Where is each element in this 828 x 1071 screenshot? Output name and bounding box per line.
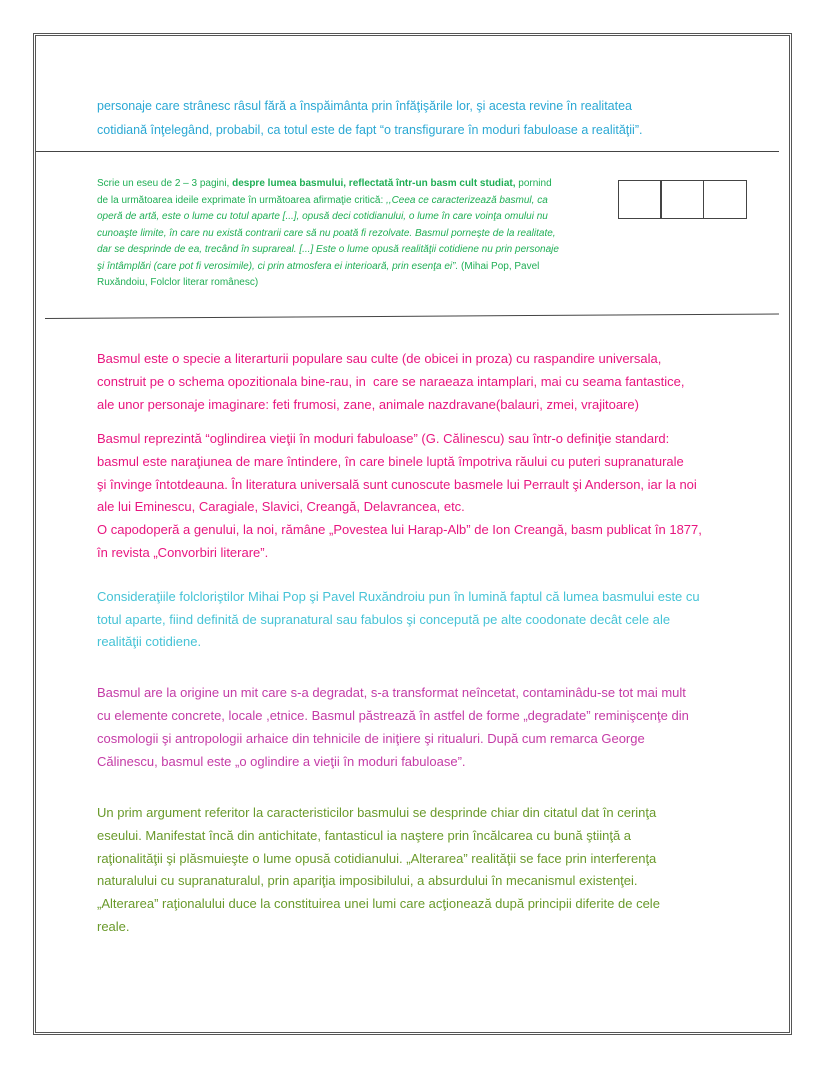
- score-box: [660, 180, 704, 219]
- paragraph-origin: Basmul are la origine un mit care s-a degradat, s-a transformat neîncetat, contaminâdu-se tot mai mult cu elemente concrete, locale ,etnice. Basmul păstrează în astfel de forme „degradate” reminişcenţe din cosmologii şi antropologii arhaice din tehnicile de iniţiere şi ritualuri. După cum remarca George Călinescu, basmul este „o oglindire a vieţii în moduri fabuloase”.: [97, 685, 689, 769]
- instruction-quote: ,,Ceea ce caracterizează basmul, ca operă de artă, este o lume cu totul aparte [...], opusă deci cotidianului, o lume în care voinţa omului nu cunoaşte limite, în care nu există contrarii care să nu poată fi rezolvate. Basmul porneşte de la realitate, dar se desprinde de ea, trecând în suprareal. [...] Este o lume opusă realităţii cotidiene nu prin personaje şi întâmplări (care pot fi verosimile), ci prin atmosfera ei interioară, prin esenţa ei”.: [97, 194, 559, 272]
- score-box: [703, 180, 747, 219]
- paragraph-folklorists: Consideraţiile folcloriştilor Mihai Pop şi Pavel Ruxăndroiu pun în lumină faptul că lumea basmului este cu totul aparte, fiind definită de supranatural sau fabulos şi concepută pe alte coodonate decât cele ale realităţii cotidiene.: [97, 589, 700, 649]
- instruction-text-2: pornind de la următoarea ideile exprimate în următoarea afirmaţie critică:: [97, 178, 552, 206]
- instruction-topic: despre lumea basmului, reflectată într-un basm cult studiat,: [232, 178, 516, 189]
- divider-top: [36, 151, 779, 152]
- paragraph-argument: Un prim argument referitor la caracteristicilor basmului se desprinde chiar din citatul dat în cerinţa eseului. Manifestat încă din antichitate, fantasticul ia naştere prin încălcarea cu bună ştiinţă a raţionalităţii şi plăsmuieşte o lume opusă cotidianului. „Alterarea” realităţii se face prin interferenţa naturalului cu supranaturalul, prin apariţia imposibilului, a absurdului în mecanismul existenţei. „Alterarea” raţionalului duce la constituirea unei lumi care acţionează după principii diferite de cele reale.: [97, 805, 660, 934]
- score-boxes: [619, 180, 747, 219]
- instruction-text: Scrie un eseu de 2 – 3 pagini,: [97, 178, 233, 189]
- instruction-source: (Mihai Pop, Pavel Ruxăndoiu, Folclor literar românesc): [97, 260, 540, 288]
- intro-paragraph: personaje care strânesc râsul fără a înspăimânta prin înfăţişările lor, şi acesta revine în realitatea cotidiană înţelegând, probabil, ca totul este de fapt “o transfigurare în moduri fabuloase a realităţii”.: [97, 99, 643, 137]
- paragraph-definition: Basmul este o specie a literarturii populare sau culte (de obicei in proza) cu raspandire universala, construit pe o schema opozitionala bine-rau, in care se naraeaza intamplari, mai cu seama fantastice, ale unor personaje imaginare: feti frumosi, zane, animale nazdravane(balauri, zmei, vrajitoare): [97, 351, 685, 412]
- score-box: [618, 180, 662, 219]
- paragraph-calinescu: Basmul reprezintă “oglindirea vieţii în moduri fabuloase” (G. Călinescu) sau într-o definiţie standard: basmul este naraţiunea de mare întindere, în care binele luptă împotriva răului cu puteri supranaturale şi învinge întotdeauna. În literatura universală sunt cunoscute basmele lui Perrault şi Anderson, iar la noi ale lui Eminescu, Caragiale, Slavici, Creangă, Delavrancea, etc. O capodoperă a genului, la noi, rămâne „Povestea lui Harap-Alb” de Ion Creangă, basm publicat în 1877, în revista „Convorbiri literare”.: [97, 431, 702, 560]
- essay-instruction: [97, 176, 559, 292]
